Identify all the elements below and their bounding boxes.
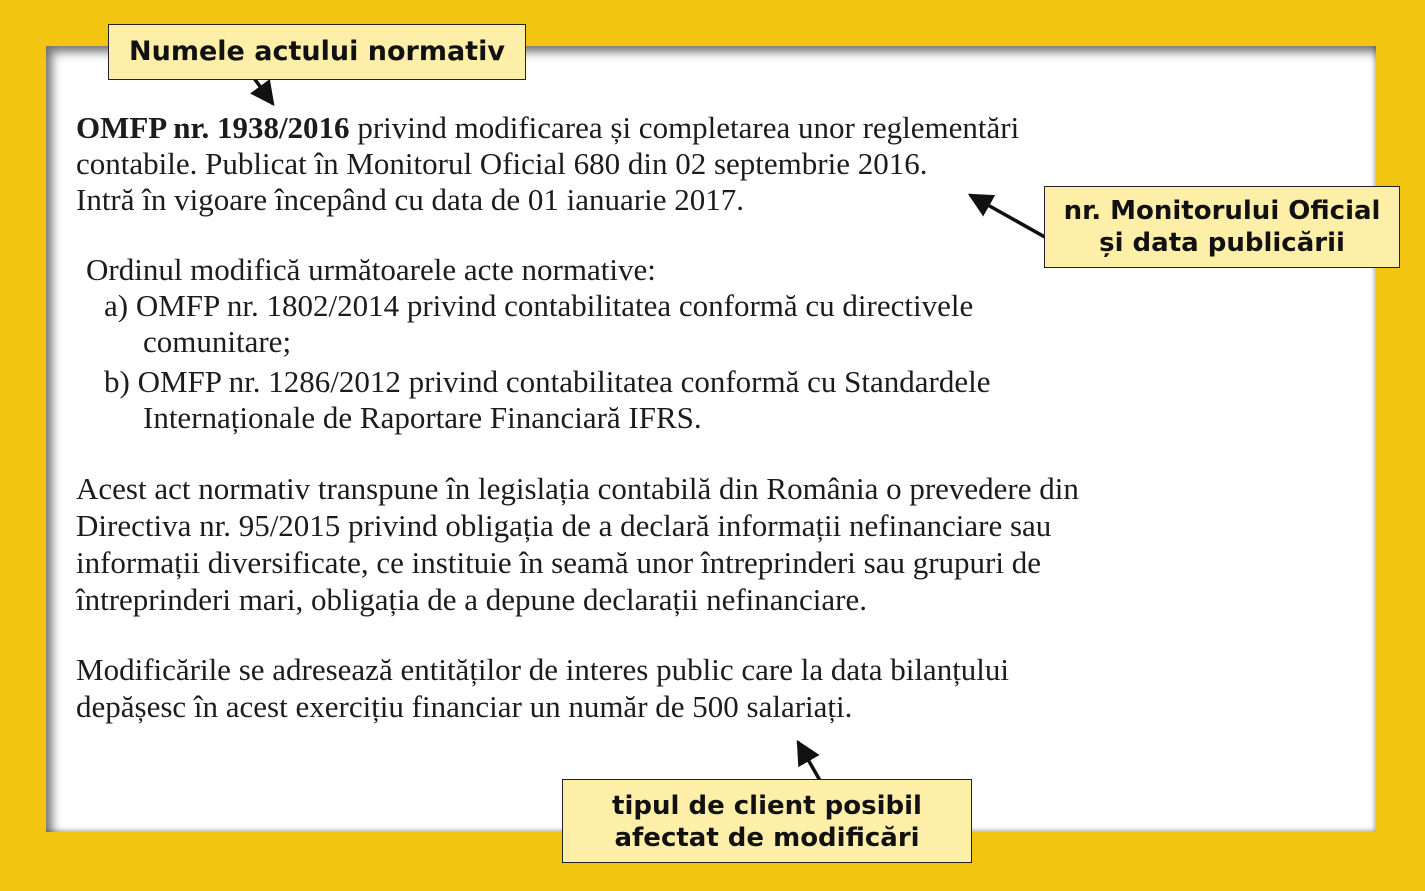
amendment-b-line-2: Internaționale de Raportare Financiară IFRS.	[143, 400, 702, 435]
scope-line-2: depășesc în acest exercițiu financiar un număr de 500 salariați.	[76, 689, 853, 724]
callout-client-line-2: afectat de modificări	[614, 823, 920, 853]
intro-line-1-rest: privind modificarea și completarea unor reglementări	[349, 110, 1020, 145]
transposition-line-4: întreprinderi mari, obligația de a depune declarații nefinanciare.	[76, 582, 867, 617]
amendments-heading: Ordinul modifică următoarele acte normative:	[86, 252, 656, 287]
callout-monitor-line-1: nr. Monitorului Oficial	[1063, 196, 1381, 226]
callout-act-name-text: Numele actului normativ	[129, 36, 505, 67]
transposition-line-3: informații diversificate, ce instituie în seamă unor întreprinderi sau grupuri de	[76, 545, 1041, 580]
amendment-b-line-1: b) OMFP nr. 1286/2012 privind contabilitatea conformă cu Standardele	[104, 364, 991, 399]
client-arrow	[798, 742, 822, 784]
amendment-a-line-2: comunitare;	[143, 324, 292, 359]
callout-monitor	[1044, 186, 1400, 268]
transposition-line-1: Acest act normativ transpune în legislația contabilă din România o prevedere din	[76, 471, 1079, 506]
intro-line-2: contabile. Publicat în Monitorul Oficial 680 din 02 septembrie 2016.	[76, 146, 928, 181]
callout-client	[562, 779, 972, 863]
callout-monitor-line-2: și data publicării	[1099, 228, 1345, 258]
callout-act-name	[108, 24, 526, 80]
amendment-a-line-1: a) OMFP nr. 1802/2014 privind contabilitatea conformă cu directivele	[104, 288, 974, 323]
intro-line-3: Intră în vigoare începând cu data de 01 ianuarie 2017.	[76, 182, 744, 217]
act-number: OMFP nr. 1938/2016	[76, 110, 350, 145]
transposition-line-2: Directiva nr. 95/2015 privind obligația de a declară informații nefinanciare sau	[76, 508, 1052, 543]
scope-line-1: Modificările se adresează entităților de interes public care la data bilanțului	[76, 652, 1010, 687]
callout-client-line-1: tipul de client posibil	[612, 791, 922, 821]
